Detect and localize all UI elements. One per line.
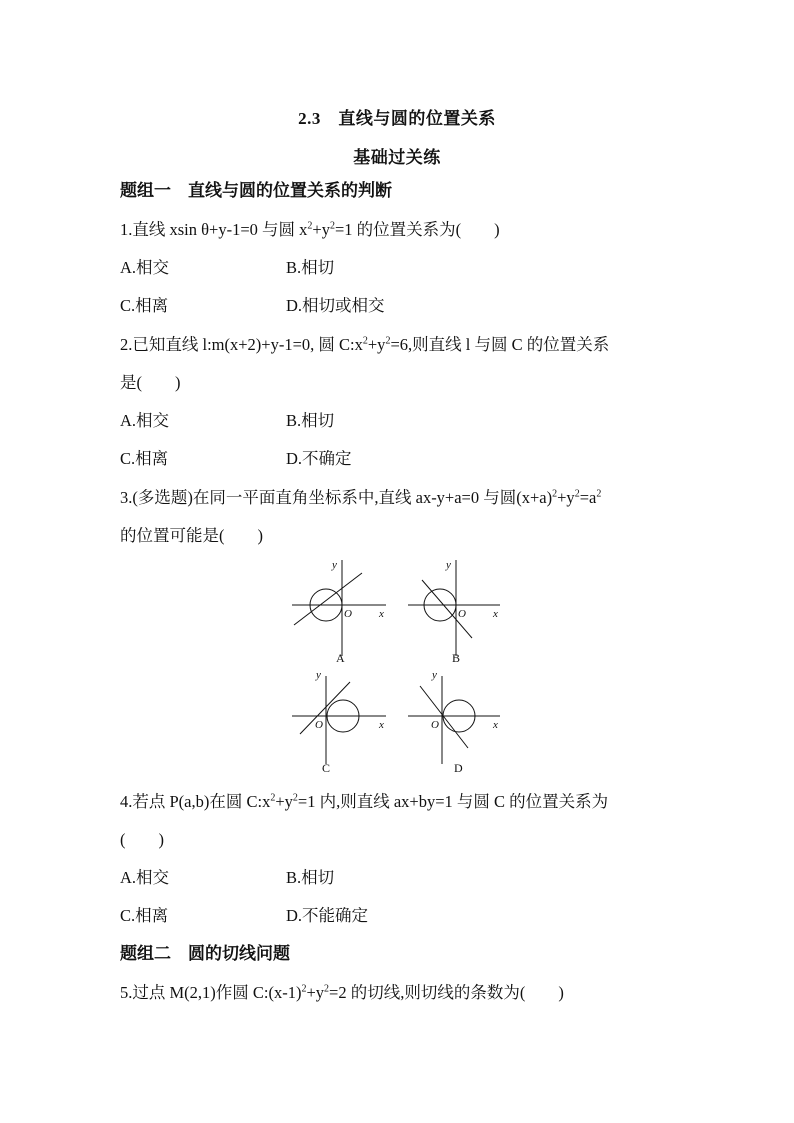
panel-a-x-label: x <box>379 608 384 620</box>
question-4-stem-cont: ( ) <box>120 830 164 849</box>
panel-c-origin-label: O <box>315 719 323 731</box>
panel-a-origin-label: O <box>344 608 352 620</box>
figure-panel-a[interactable] <box>292 560 386 656</box>
figure-panel-c[interactable] <box>292 676 386 764</box>
panel-a-y-label: y <box>332 559 337 571</box>
panel-c-y-label: y <box>316 669 321 681</box>
question-2-stem: 2.已知直线 l:m(x+2)+y-1=0, 圆 $C:x^2+y^2=6$,则直线 l 与圆 C 的位置关系 <box>120 335 610 354</box>
panel-b-origin-label: O <box>458 608 466 620</box>
panel-b-caption: B <box>452 651 461 665</box>
panel-c-line <box>300 682 350 734</box>
panel-a-caption: A <box>336 651 345 665</box>
group-heading-1: 题组一 直线与圆的位置关系的判断 <box>120 181 392 200</box>
q1-option-b[interactable]: B.相切 <box>286 258 335 277</box>
q2-option-a[interactable]: A.相交 <box>120 411 170 430</box>
panel-d-caption: D <box>454 761 463 775</box>
question-2-stem-cont: 是( ) <box>120 373 181 392</box>
q2-option-b[interactable]: B.相切 <box>286 411 335 430</box>
question-5-stem: 5.过点 M(2,1)作圆 $C:(x-1)^2+y^2=2$ 的切线,则切线的条数为( ) <box>120 983 564 1002</box>
panel-d-origin-label: O <box>431 719 439 731</box>
question-4-stem: 4.若点 P(a,b)在圆 $C:x^2+y^2=1$ 内,则直线 ax+by=1 与圆 C 的位置关系为 <box>120 792 609 811</box>
q4-option-a[interactable]: A.相交 <box>120 868 170 887</box>
panel-d-y-label: y <box>432 669 437 681</box>
figure-panel-b[interactable] <box>408 560 500 656</box>
question-3-stem-cont: 的位置可能是( ) <box>120 526 263 545</box>
question-3-stem: 3.(多选题)在同一平面直角坐标系中,直线 ax-y+a=0 与圆$(x+a)^2+y^2=a^2$ <box>120 488 602 507</box>
panel-c-caption: C <box>322 761 331 775</box>
q4-option-b[interactable]: B.相切 <box>286 868 335 887</box>
q4-option-c[interactable]: C.相离 <box>120 906 169 925</box>
q1-option-c[interactable]: C.相离 <box>120 296 169 315</box>
q2-option-c[interactable]: C.相离 <box>120 449 169 468</box>
section-subtitle: 基础过关练 <box>353 148 441 167</box>
question-1-stem: 1.直线 xsin θ+y-1=0 与圆 $x^2+y^2=1$ 的位置关系为( ) <box>120 220 500 239</box>
q4-option-d[interactable]: D.不能确定 <box>286 906 369 925</box>
panel-d-line <box>420 686 468 748</box>
section-title: 2.3 直线与圆的位置关系 <box>298 109 496 128</box>
question-3-figure <box>280 558 520 778</box>
panel-d-x-label: x <box>493 719 498 731</box>
panel-b-y-label: y <box>446 559 451 571</box>
group-heading-2: 题组二 圆的切线问题 <box>120 944 290 963</box>
q1-option-d[interactable]: D.相切或相交 <box>286 296 385 315</box>
panel-c-x-label: x <box>379 719 384 731</box>
figure-panel-d[interactable] <box>408 676 500 764</box>
panel-b-x-label: x <box>493 608 498 620</box>
q2-option-d[interactable]: D.不确定 <box>286 449 352 468</box>
q1-option-a[interactable]: A.相交 <box>120 258 170 277</box>
